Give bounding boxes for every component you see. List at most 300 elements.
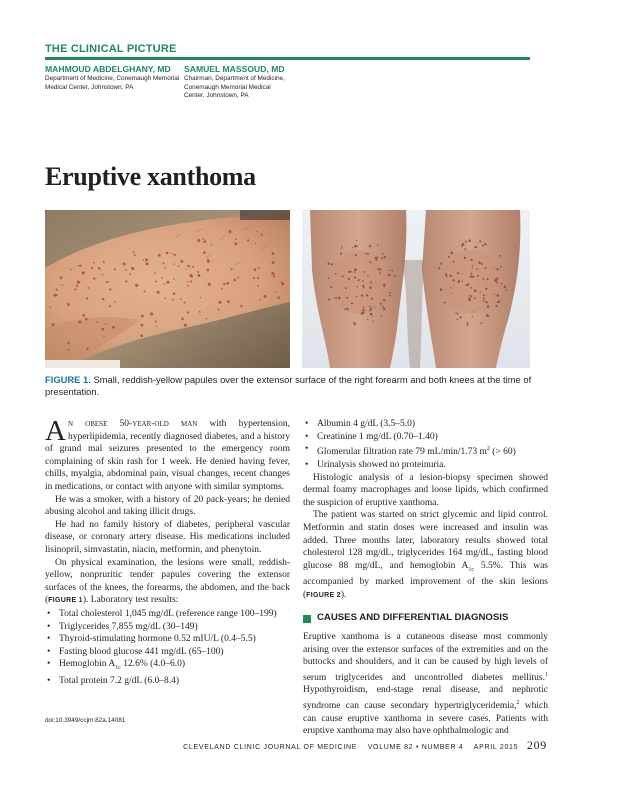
header-rule: [45, 57, 530, 60]
papule: [445, 273, 447, 275]
papule: [486, 278, 488, 280]
papule: [157, 291, 160, 294]
papule: [442, 262, 443, 263]
papule: [114, 301, 116, 303]
figure-caption-text: Small, reddish-yellow papules over the extensor surface of the right forearm and both knees at the time of presentation.: [45, 374, 532, 397]
lab-item-gfr: [305, 443, 548, 459]
papule: [352, 247, 353, 248]
papule: [470, 295, 472, 297]
papule: [472, 265, 474, 267]
papule: [377, 244, 378, 245]
papule: [476, 268, 478, 270]
papule: [357, 246, 358, 247]
papule: [85, 318, 88, 321]
papule: [379, 268, 381, 270]
papule: [367, 295, 369, 297]
papule: [144, 290, 146, 292]
papule: [233, 279, 236, 282]
papule: [369, 261, 371, 263]
smoker-paragraph: He was a smoker, with a history of 20 pack-years; he denied abusing alcohol and taking illicit drugs.: [45, 494, 290, 518]
papule: [485, 267, 487, 269]
papule: [335, 273, 337, 275]
papule: [367, 319, 368, 320]
page-number: 209: [526, 738, 547, 752]
footer-number: NUMBER 4: [421, 744, 464, 751]
papule: [228, 230, 231, 233]
papule: [328, 263, 330, 265]
papule: [468, 239, 471, 242]
footer-journal: CLEVELAND CLINIC JOURNAL OF MEDICINE: [183, 744, 358, 751]
papule: [187, 285, 189, 287]
papule: [355, 254, 357, 256]
footer-volume: VOLUME 82: [367, 744, 414, 751]
article-title: Eruptive xanthoma: [45, 162, 256, 191]
papule: [164, 284, 165, 285]
papule: [369, 286, 371, 288]
papule: [207, 258, 209, 260]
papule: [255, 243, 256, 244]
papule: [172, 299, 174, 301]
papule: [219, 301, 222, 304]
papule: [341, 247, 343, 249]
treatment-text: The patient was started on strict glycemic and lipid control. Metformin and statin doses were increased and insulin was added. Three months later, laboratory results showed total cholesterol 128 mg/dL, triglycerides 164 mg/dL, fasting blood glucose 88 mg/dL, and hemoglobin A: [303, 510, 548, 571]
papule: [466, 322, 467, 323]
papule: [74, 288, 76, 290]
papule: [103, 335, 105, 337]
figure-2-reference[interactable]: FIGURE 2: [306, 591, 341, 599]
papule: [477, 275, 479, 277]
papule: [346, 297, 348, 299]
causes-text: Eruptive xanthoma is a cutaneous disease most commonly arising over the extensor surfaces of the extremities and on the buttocks and shoulders, and it can be caused by high levels of serum triglycerides and uncontrolled diabetes mellitus.: [303, 631, 548, 683]
papule: [197, 239, 200, 242]
papule: [164, 298, 166, 300]
page-footer: [183, 738, 547, 753]
papule: [474, 246, 476, 248]
papule: [444, 302, 446, 304]
papule: [357, 280, 359, 282]
papule: [197, 271, 199, 273]
papule: [505, 289, 507, 291]
papule: [338, 297, 341, 300]
papule: [361, 294, 363, 296]
papule: [328, 299, 329, 300]
affiliation-line: Department of Medicine, Conemaugh Memorial: [45, 75, 180, 82]
papule: [501, 283, 503, 285]
lab-item: • Albumin 4 g/dL (3.5–5.0): [305, 418, 548, 431]
papule: [76, 285, 78, 287]
papule: [167, 281, 170, 284]
papule: [180, 299, 182, 301]
papule: [500, 266, 502, 268]
lab-results-list-left: [47, 608, 290, 687]
treatment-paragraph: [303, 509, 548, 602]
papule: [448, 256, 450, 258]
papule: [383, 299, 385, 301]
papule: [158, 254, 161, 257]
papule: [363, 306, 364, 307]
papule: [369, 245, 371, 247]
papule: [112, 326, 115, 329]
family-history-paragraph: He had no family history of diabetes, peripheral vascular disease, or coronary artery disease. His medications included lisinopril, simvastatin, niacin, metformin, and phenytoin.: [45, 519, 290, 555]
papule: [363, 271, 365, 273]
histology-paragraph: Histologic analysis of a lesion-biopsy specimen showed dermal foamy macrophages and loose lipids, which confirmed the suspicion of eruptive xanthoma.: [303, 472, 548, 508]
papule: [155, 321, 157, 323]
papule: [450, 287, 451, 288]
papule: [348, 271, 350, 273]
papule: [93, 262, 94, 263]
papule: [261, 234, 263, 236]
papule: [281, 282, 284, 285]
papule: [455, 312, 456, 313]
papule: [78, 321, 81, 324]
papule: [208, 283, 211, 286]
papule: [374, 307, 375, 308]
papule: [496, 268, 498, 270]
author-block-1: [45, 64, 185, 92]
papule: [187, 281, 189, 283]
lab-item-hba1c: [47, 658, 290, 674]
papule: [190, 280, 192, 282]
papule: [206, 318, 207, 319]
papule: [495, 305, 497, 307]
papule: [171, 253, 172, 254]
lab-item: • Thyroid-stimulating hormone 0.52 mIU/L (0.4–5.5): [47, 633, 290, 646]
papule: [485, 301, 487, 303]
papule: [452, 279, 454, 281]
papule: [363, 287, 365, 289]
affiliation-line: Chairman, Department of Medicine,: [184, 75, 285, 82]
papule: [497, 301, 499, 303]
figure-caption: [45, 374, 533, 398]
papule: [381, 257, 383, 259]
papule: [348, 278, 350, 280]
papule: [482, 245, 484, 247]
papule: [465, 248, 467, 250]
papule: [105, 323, 107, 325]
papule: [354, 277, 356, 279]
causes-paragraph: [303, 631, 548, 738]
papule: [471, 316, 473, 318]
papule: [377, 268, 379, 270]
papule: [235, 238, 237, 240]
papule: [504, 286, 506, 288]
papule: [211, 244, 213, 246]
papule: [351, 302, 353, 304]
papule: [494, 294, 495, 295]
papule: [184, 302, 186, 304]
section-label: THE CLINICAL PICTURE: [45, 43, 177, 55]
papule: [180, 260, 183, 263]
figure-photo-knees: [302, 210, 530, 368]
papule: [82, 314, 85, 317]
lab-item: • Creatinine 1 mg/dL (0.70–1.40): [305, 431, 548, 444]
papule: [365, 253, 367, 255]
papule: [367, 275, 369, 277]
papule: [496, 294, 498, 296]
papule: [273, 275, 275, 277]
intro-paragraph: [45, 415, 291, 494]
papule: [125, 269, 127, 271]
papule: [389, 295, 391, 297]
papule: [82, 271, 85, 274]
papule: [162, 277, 163, 278]
papule: [189, 274, 192, 277]
papule: [383, 284, 386, 287]
papule: [362, 309, 364, 311]
papule: [354, 245, 357, 248]
papule: [218, 309, 220, 311]
papule: [328, 277, 330, 279]
papule: [478, 261, 481, 264]
affiliation-line: Medical Center, Johnstown, PA: [45, 83, 134, 91]
papule: [86, 297, 88, 299]
papule: [457, 313, 459, 315]
papule: [259, 299, 261, 301]
papule: [166, 252, 169, 255]
footer-bullet: •: [415, 744, 420, 751]
papule: [173, 278, 175, 280]
papule: [479, 292, 480, 293]
papule: [354, 324, 356, 326]
papule: [192, 266, 194, 268]
papule: [372, 316, 373, 317]
papule: [145, 258, 148, 261]
papule: [451, 292, 452, 293]
papule: [226, 282, 229, 285]
papule: [482, 278, 484, 280]
papule: [367, 253, 369, 255]
papule: [145, 262, 148, 265]
papule: [469, 295, 470, 296]
papule: [134, 254, 136, 256]
papule: [199, 311, 201, 313]
papule: [370, 281, 372, 283]
papule: [453, 261, 455, 263]
papule: [156, 325, 158, 327]
papule: [467, 324, 469, 326]
papule: [78, 265, 80, 267]
papule: [103, 261, 105, 263]
papule: [470, 259, 472, 261]
papule: [231, 268, 233, 270]
papule: [140, 334, 143, 337]
papule: [174, 254, 176, 256]
papule: [342, 246, 343, 247]
papule: [345, 287, 347, 289]
papule: [247, 239, 249, 241]
papule: [334, 297, 336, 299]
papule: [254, 268, 257, 271]
papule: [484, 243, 486, 245]
lab-text: Glomerular filtration rate 79 mL/min/1.73 m: [317, 447, 487, 458]
papule: [141, 324, 144, 327]
papule: [382, 306, 384, 308]
papule: [257, 277, 259, 279]
papule: [470, 273, 472, 275]
papule: [203, 240, 206, 243]
papule: [460, 316, 462, 318]
papule: [234, 242, 237, 245]
papule: [155, 281, 157, 283]
papule: [499, 301, 501, 303]
papule: [173, 293, 176, 296]
papule: [141, 315, 144, 318]
papule: [330, 286, 332, 288]
papule: [499, 255, 501, 257]
papule: [373, 321, 375, 323]
subscript: 1c: [468, 566, 475, 573]
papule: [86, 348, 89, 351]
affiliation-line: Conemaugh Memorial Medical: [184, 83, 271, 91]
reference-1[interactable]: 1: [545, 671, 548, 678]
treatment-text: 5.5%. This was accompanied by marked improvement of the skin lesions (: [303, 560, 548, 600]
papule: [369, 310, 371, 312]
papule: [256, 231, 258, 233]
papule: [479, 240, 481, 242]
papule: [381, 315, 382, 316]
drop-cap: A: [45, 415, 66, 447]
affiliation-line: Center, Johnstown, PA: [184, 92, 249, 100]
papule: [473, 311, 474, 312]
papule: [143, 259, 144, 260]
papule: [93, 278, 95, 280]
papule: [380, 303, 382, 305]
article-column-left: [45, 415, 291, 687]
papule: [440, 263, 442, 265]
exam-paragraph: [45, 557, 290, 608]
papule: [106, 281, 108, 283]
papule: [240, 305, 242, 307]
papule: [271, 272, 274, 275]
papule: [375, 258, 377, 260]
exam-text-end: ). Laboratory test results:: [82, 595, 179, 606]
papule: [464, 257, 466, 259]
papule: [123, 263, 126, 266]
author-block-2: [184, 64, 304, 101]
section-heading-text: CAUSES AND DIFFERENTIAL DIAGNOSIS: [317, 612, 509, 624]
papule: [56, 289, 58, 291]
papule: [263, 295, 266, 298]
papule: [487, 305, 490, 308]
lab-text: Hemoglobin A: [59, 659, 116, 670]
papule: [207, 260, 210, 263]
lab-item: • Triglycerides 7,855 mg/dL (30–149): [47, 621, 290, 634]
papule: [125, 280, 127, 282]
papule: [163, 262, 165, 264]
causes-text: Hypothyroidism, end-stage renal disease, and nephrotic syndrome can cause secondary hypertriglyceridemia,: [303, 685, 548, 712]
papule: [370, 308, 372, 310]
papule: [79, 264, 81, 266]
papule: [470, 275, 472, 277]
papule: [150, 312, 153, 315]
papule: [389, 270, 390, 271]
papule: [457, 319, 458, 320]
intro-smallcaps: n obese 50-year-old man: [67, 419, 198, 429]
papule: [56, 294, 58, 296]
papule: [344, 308, 346, 310]
papule: [379, 272, 381, 274]
papule: [369, 306, 371, 308]
section-heading: [303, 612, 548, 625]
papule: [272, 261, 275, 264]
figure-1-reference[interactable]: FIGURE 1: [48, 597, 83, 605]
papule: [135, 284, 138, 287]
papule: [200, 297, 201, 298]
papule: [446, 276, 447, 277]
papule: [362, 280, 364, 282]
papule: [468, 297, 470, 299]
papule: [131, 267, 134, 270]
papule: [67, 342, 69, 344]
papule: [462, 273, 463, 274]
reference-2[interactable]: 2: [516, 700, 520, 707]
papule: [173, 263, 174, 264]
papule: [383, 308, 385, 310]
papule: [133, 251, 135, 253]
papule: [87, 287, 89, 289]
papule: [450, 275, 452, 277]
papule: [187, 265, 189, 267]
papule: [227, 300, 230, 303]
papule: [277, 296, 280, 299]
papule: [68, 349, 70, 351]
papule: [465, 241, 467, 243]
footer-date: APRIL 2015: [473, 744, 519, 751]
papule: [451, 253, 452, 254]
papule: [129, 273, 131, 275]
papule: [497, 277, 499, 279]
papule: [91, 267, 93, 269]
papule: [389, 292, 391, 294]
papule: [483, 300, 484, 301]
papule: [109, 288, 111, 290]
superscript: 2: [486, 446, 490, 453]
papule: [67, 303, 70, 306]
papule: [49, 307, 51, 309]
lab-item: • Total cholesterol 1,045 mg/dL (reference range 100–199): [47, 608, 290, 621]
papule: [181, 317, 184, 320]
papule: [336, 297, 337, 298]
papule: [458, 280, 459, 281]
papule: [77, 281, 80, 284]
papule: [184, 324, 187, 327]
papule: [496, 282, 498, 284]
lab-text: (> 60): [489, 447, 516, 458]
papule: [464, 249, 465, 250]
papule: [342, 276, 343, 277]
papule: [362, 311, 365, 314]
papule: [272, 252, 275, 255]
intro-text: with hypertension, hyperlipidemia, recently diagnosed diabetes, and a history of grand mal seizures presented to the emergency room complaining of skin rash for 1 week. He denied having fever, chills, myalgia, abdominal pain, visual changes, recent changes in medications, or contact with anyone with similar symptoms.: [45, 419, 291, 492]
papule: [466, 284, 468, 286]
papule: [384, 256, 386, 258]
exam-text: On physical examination, the lesions were small, reddish-yellow, nonpruritic tender papules covering the extensor surfaces of the knees, the forearms, the abdomen, and the back (: [45, 557, 290, 606]
papule: [474, 297, 476, 299]
papule: [197, 274, 200, 277]
treatment-text-end: ).: [340, 589, 347, 600]
papule: [484, 295, 485, 296]
lab-item: • Fasting blood glucose 441 mg/dL (65–100): [47, 646, 290, 659]
papule: [203, 238, 205, 240]
papule: [70, 269, 72, 271]
papule: [370, 313, 373, 316]
papule: [472, 267, 473, 268]
papule: [257, 285, 259, 287]
papule: [102, 274, 103, 275]
papule: [483, 298, 485, 300]
papule: [203, 251, 206, 254]
papule: [356, 240, 357, 241]
